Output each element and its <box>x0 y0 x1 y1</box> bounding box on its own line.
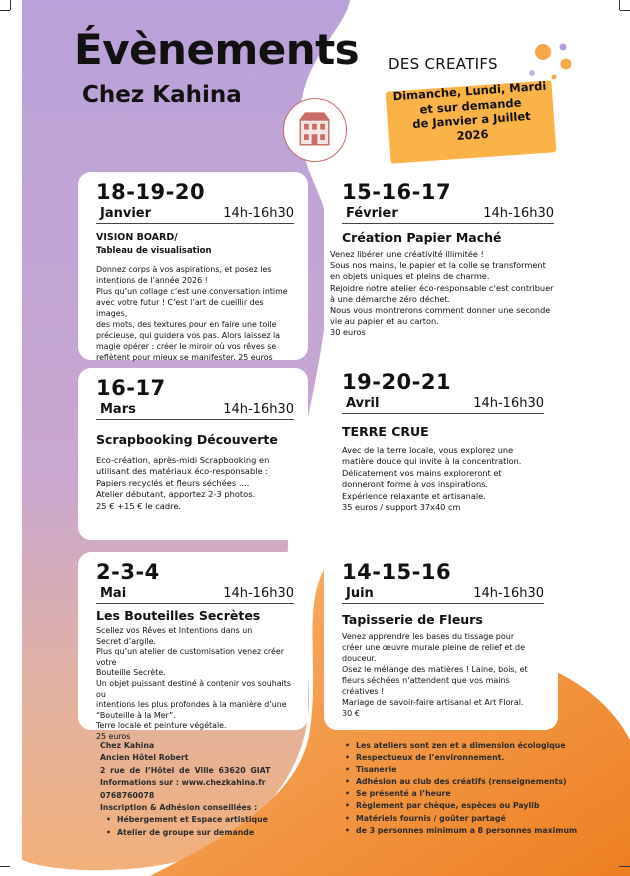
event-description: Eco-création, après-midi Scrapbooking en utilisant des matériaux éco-responsable : Papiers recyclés et fleurs séchées .... Atelier débutant, apportez 2-3 photos. 25 € +15 € le cadre. <box>96 455 270 511</box>
event-hours: 14h-16h30 <box>223 206 294 221</box>
page-subtitle: Chez Kahina <box>82 82 242 108</box>
event-month: Mars <box>100 402 136 417</box>
event-month: Février <box>346 206 398 221</box>
event-hours: 14h-16h30 <box>223 402 294 417</box>
event-title: VISION BOARD/ <box>96 232 178 243</box>
footer-bullet: • Hébergement et Espace artistique <box>100 814 270 826</box>
list-item: • Règlement par chèque, espèces ou Paylib <box>345 800 577 812</box>
footer-line: Inscription & Adhésion conseillées : <box>100 803 258 813</box>
event-row <box>96 402 294 420</box>
event-dates: 19-20-21 <box>342 370 452 394</box>
house-drawing <box>284 99 345 160</box>
event-card-avril <box>324 362 558 540</box>
event-dates: 14-15-16 <box>342 560 452 584</box>
footer-line: Ancien Hôtel Robert <box>100 753 189 763</box>
event-card-mai <box>78 552 308 741</box>
event-description: Venez apprendre les bases du tissage pour créer une œuvre murale pleine de relief et de douceur. Osez le mélange des matières ! Laine, bois, et fleurs séchées n’attendent que vos mains créatives ! Mariage de savoir-faire artisanal et Art Floral. 30 € <box>342 632 528 718</box>
event-hours: 14h-16h30 <box>473 396 544 411</box>
event-description: Avec de la terre locale, vous explorez une matière douce qui invite à la concentration. Délicatement vos mains exploreront et donneront forme à vos inspirations. Expérience relaxante et artisanale. 35 euros / support 37x40 cm <box>342 445 522 513</box>
event-card-mars <box>78 368 308 540</box>
event-dates: 18-19-20 <box>96 180 206 204</box>
event-dates: 16-17 <box>96 376 166 400</box>
list-item: • Se présenté a l’heure <box>345 788 577 800</box>
event-hours: 14h-16h30 <box>483 206 554 221</box>
event-dates: 15-16-17 <box>342 180 452 204</box>
crop-mark <box>0 10 10 11</box>
footer-phone[interactable]: 0768760078 <box>100 790 155 800</box>
list-item: • Adhésion au club des créatifs (renseignements) <box>345 776 577 788</box>
page-title: Évènements <box>74 25 360 74</box>
event-hours: 14h-16h30 <box>473 586 544 601</box>
list-item: • de 3 personnes minimum a 8 personnes maximum <box>345 825 577 837</box>
crop-mark <box>620 10 630 11</box>
event-title: Tapisserie de Fleurs <box>342 612 483 627</box>
footer-contact <box>100 740 270 839</box>
event-dates: 2-3-4 <box>96 560 160 584</box>
days-badge-text: Dimanche, Lundi, Mardi et sur demande de Janvier a Juillet 2026 <box>392 78 547 143</box>
crop-mark <box>10 0 11 10</box>
footer-info-list <box>345 740 577 837</box>
event-row <box>96 206 294 224</box>
event-month: Avril <box>346 396 380 411</box>
event-title: Scrapbooking Découverte <box>96 432 278 447</box>
event-card-juin <box>324 552 558 730</box>
footer-line: Chez Kahina <box>100 741 155 750</box>
event-row <box>96 586 294 604</box>
list-item: • Les ateliers sont zen et a dimension écologique <box>345 740 577 752</box>
crop-mark <box>619 866 630 867</box>
event-title: Création Papier Maché <box>342 230 502 245</box>
event-row <box>342 586 544 604</box>
footer-bullet: • Atelier de groupe sur demande <box>100 827 270 839</box>
list-item: • Tisanerie <box>345 764 577 776</box>
creatifs-label: DES CREATIFS <box>388 55 498 73</box>
event-title: TERRE CRUE <box>342 424 429 439</box>
house-icon <box>283 98 347 162</box>
crop-mark <box>619 0 620 10</box>
event-title: Les Bouteilles Secrètes <box>96 608 261 623</box>
event-row <box>342 396 544 414</box>
event-description: Venez libérer une créativité illimitée ! Sous nos mains, le papier et la colle se transforment en objets uniques et pleins de charme. Rejoidre notre atelier éco-responsable c’est contribuer à une démarche zéro déchet. Nous vous montrerons comment donner une seconde vie au papier et au carton. 30 euros <box>330 249 554 338</box>
event-row <box>342 206 554 224</box>
event-hours: 14h-16h30 <box>223 586 294 601</box>
event-description: Scellez vos Rêves et Intentions dans un Secret d’argile. Plus qu’un atelier de customisation venez créer votre Bouteille Secrète. Un objet puissant destiné à contenir vos souhaits ou intentions les plus profondes à la manière d’une “Bouteille à la Mer”. Terre locale et peinture végétale. 25 euros <box>96 626 291 741</box>
list-item: • Matériels fournis / goûter partagé <box>345 813 577 825</box>
footer-website[interactable]: Informations sur : www.chezkahina.fr <box>100 778 266 788</box>
event-subtitle: Tableau de visualisation <box>96 246 212 256</box>
event-description: Donnez corps à vos aspirations, et posez les intentions de l’année 2026 ! Plus qu’un collage c’est une conversation intime avec votre futur ! C’est l’art de cueillir des images, des mots, des textures pour en faire une toile précieuse, qui guidera vos pas. Alors laissez la magie opérer : créer le miroir où vos rêves se reflètent pour mieux se manifester. 25 euros <box>96 265 288 362</box>
event-card-janvier <box>78 172 308 360</box>
list-item: • Respectueux de l’environnement. <box>345 752 577 764</box>
dot-1 <box>535 44 551 60</box>
footer-address: 2 rue de l’Hôtel de Ville 63620 GIAT <box>100 765 271 775</box>
event-month: Janvier <box>100 206 152 221</box>
event-month: Mai <box>100 586 127 601</box>
event-month: Juin <box>346 586 374 601</box>
event-card-fevrier <box>324 172 568 360</box>
crop-mark <box>0 866 10 867</box>
dot-3 <box>561 59 572 70</box>
dot-4 <box>529 70 535 76</box>
dot-5 <box>552 75 557 80</box>
dot-2 <box>560 44 567 51</box>
